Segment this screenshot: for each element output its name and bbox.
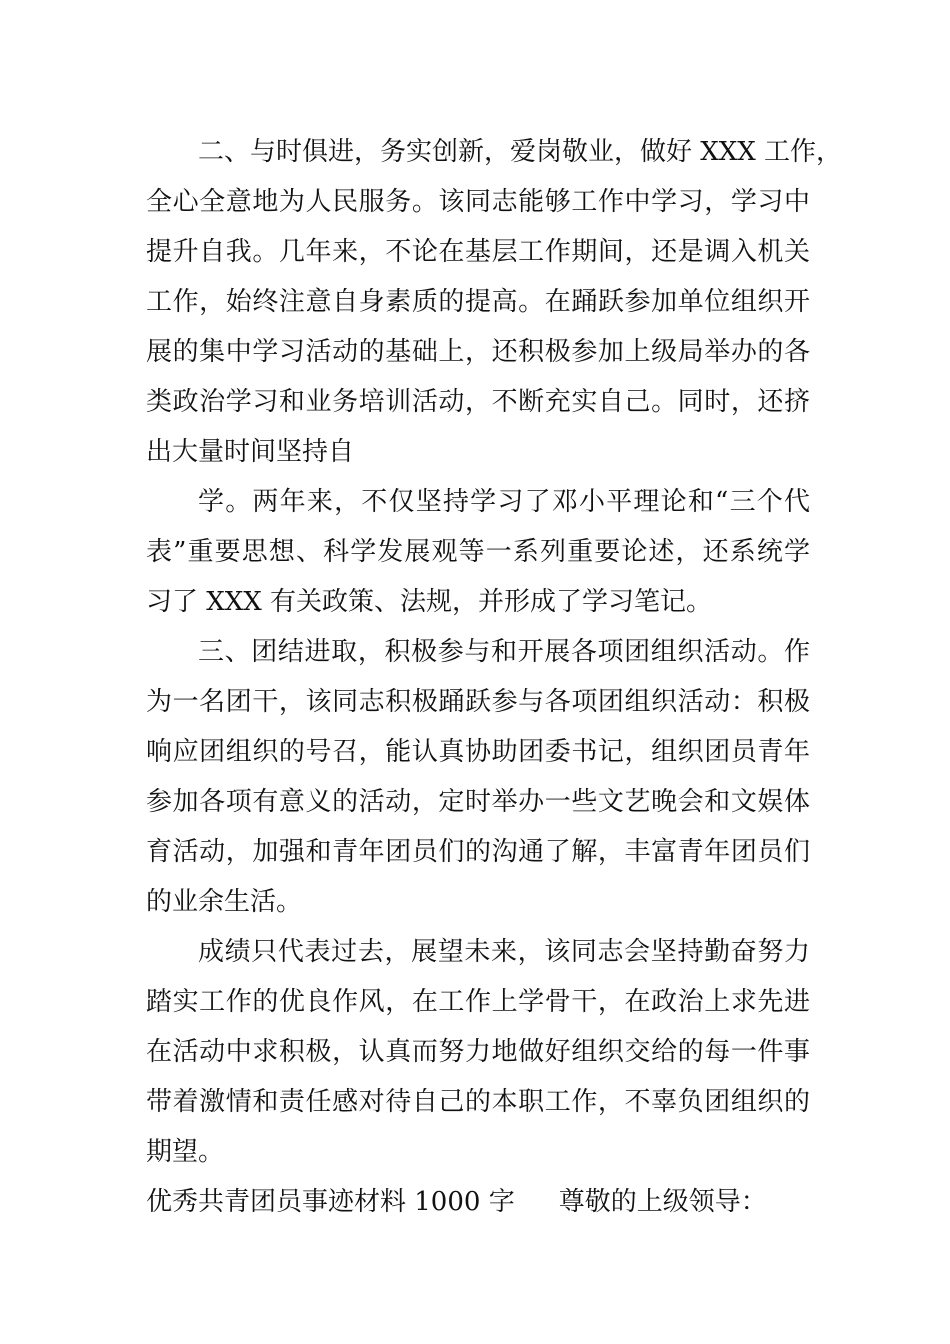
paragraph-line: 提升自我。几年来，不论在基层工作期间，还是调入机关 [146, 237, 810, 267]
paragraph-line: 响应团组织的号召，能认真协助团委书记，组织团员青年 [146, 737, 810, 767]
paragraph-line: 出大量时间坚持自 [146, 437, 355, 467]
paragraph-study [146, 477, 810, 627]
document-title: 优秀共青团员事迹材料 1000 字 [146, 1187, 515, 1217]
paragraph-line: 学。两年来，不仅坚持学习了邓小平理论和“三个代 [198, 487, 810, 517]
paragraph-line: 工作，始终注意自身素质的提高。在踊跃参加单位组织开 [146, 287, 810, 317]
paragraph-line: 表”重要思想、科学发展观等一系列重要论述，还系统学 [146, 537, 810, 567]
paragraph-line: 参加各项有意义的活动，定时举办一些文艺晚会和文娱体 [146, 787, 810, 817]
paragraph-line: 类政治学习和业务培训活动，不断充实自己。同时，还挤 [146, 387, 810, 417]
paragraph-line: 习了 XXX 有关政策、法规，并形成了学习笔记。 [146, 587, 713, 617]
paragraph-line: 在活动中求积极，认真而努力地做好组织交给的每一件事 [146, 1037, 810, 1067]
paragraph-line: 成绩只代表过去，展望未来，该同志会坚持勤奋努力 [198, 937, 810, 967]
paragraph-line: 踏实工作的优良作风，在工作上学骨干，在政治上求先进 [146, 987, 810, 1017]
paragraph-line: 的业余生活。 [146, 887, 303, 917]
paragraph-line: 期望。 [146, 1137, 225, 1167]
paragraph-line: 为一名团干，该同志积极踊跃参与各项团组织活动：积极 [146, 687, 810, 717]
next-document-heading [146, 1177, 810, 1227]
paragraph-conclusion [146, 927, 810, 1177]
paragraph-line: 展的集中学习活动的基础上，还积极参加上级局举办的各 [146, 337, 810, 367]
paragraph-line: 二、与时俱进，务实创新，爱岗敬业，做好 XXX 工作， [198, 137, 843, 167]
paragraph-line: 三、团结进取，积极参与和开展各项团组织活动。作 [198, 637, 810, 667]
paragraph-section-three [146, 627, 810, 927]
paragraph-line: 育活动，加强和青年团员们的沟通了解，丰富青年团员们 [146, 837, 810, 867]
paragraph-line: 带着激情和责任感对待自己的本职工作，不辜负团组织的 [146, 1087, 810, 1117]
greeting: 尊敬的上级领导： [558, 1187, 767, 1217]
document-body [146, 127, 843, 1227]
paragraph-section-two [146, 127, 843, 477]
paragraph-line: 全心全意地为人民服务。该同志能够工作中学习，学习中 [146, 187, 810, 217]
